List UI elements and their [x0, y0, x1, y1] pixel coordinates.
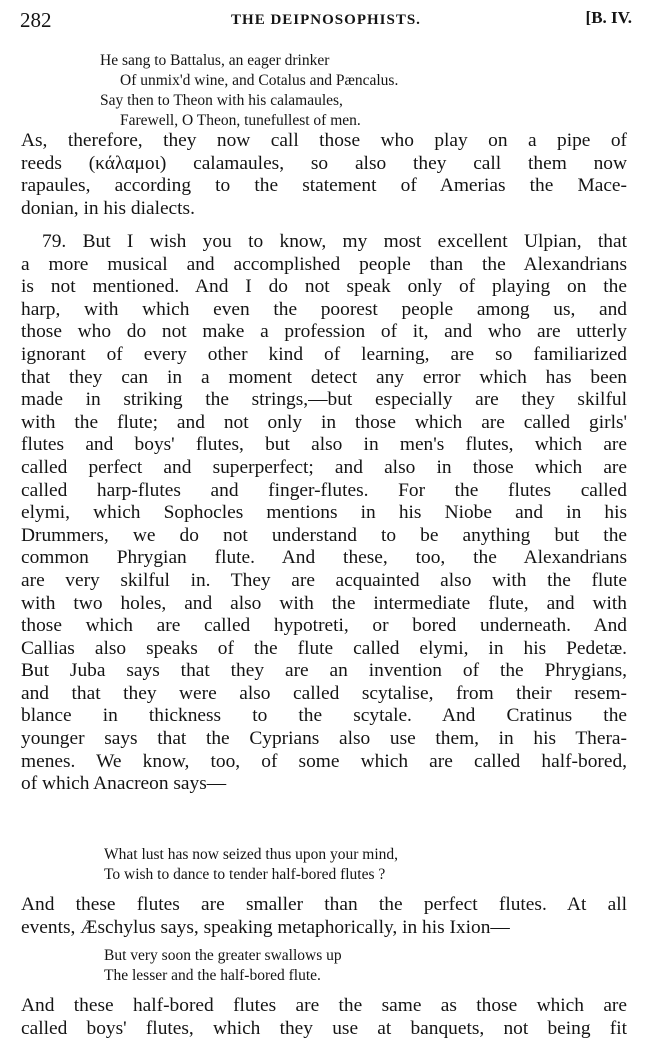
- text-line: a more musical and accomplished people than the Alexandrians: [21, 253, 627, 275]
- text-line: blance in thickness to the scytale. And Cratinus the: [21, 705, 627, 727]
- verse-quote-battalus: [100, 51, 398, 131]
- running-header: [20, 8, 632, 40]
- text-line: reeds (κάλαμοι) calamaules, so also they call them now: [21, 152, 627, 174]
- text-line: younger says that the Cyprians also use them, in his Thera-: [21, 728, 627, 750]
- text-line: called harp-flutes and finger-flutes. For the flutes called: [21, 479, 627, 501]
- text-line: of which Anacreon says—: [21, 773, 227, 795]
- verse-line: Farewell, O Theon, tunefullest of men.: [120, 112, 361, 129]
- verse-line: But very soon the greater swallows up: [104, 947, 342, 964]
- verse-line: Say then to Theon with his calamaules,: [100, 92, 343, 109]
- text-line: are very skilful in. They are acquainted also with the flute: [21, 569, 627, 591]
- text-line: harp, with which even the poorest people among us, and: [21, 298, 627, 320]
- paragraph-section-79: [21, 231, 627, 796]
- verse-line: The lesser and the half-bored flute.: [104, 967, 321, 984]
- book-reference: [B. IV.: [585, 8, 632, 27]
- text-line: ignorant of every other kind of learning, are so familiarized: [21, 343, 627, 365]
- text-line: And these half-bored flutes are the same as those which are: [21, 995, 627, 1016]
- text-line: Drummers, we do not understand to be anything but the: [21, 524, 627, 546]
- text-line: As, therefore, they now call those who play on a pipe of: [21, 130, 627, 151]
- paragraph-half-bored-flutes: [21, 995, 627, 1040]
- verse-line: What lust has now seized thus upon your mind,: [104, 846, 399, 863]
- page-number: 282: [20, 8, 52, 32]
- text-line: made in striking the strings,—but especially are they skilful: [21, 389, 627, 411]
- text-line: common Phrygian flute. And these, too, the Alexandrians: [21, 547, 627, 569]
- paragraph-calamaules: [21, 130, 627, 220]
- text-line: those which are called hypotreti, or bored underneath. And: [21, 615, 627, 637]
- verse-line: Of unmix'd wine, and Cotalus and Pæncalus.: [120, 72, 399, 89]
- verse-quote-aeschylus: [104, 946, 342, 986]
- text-line: called boys' flutes, which they use at banquets, not being fit: [21, 1017, 627, 1039]
- text-line: Callias also speaks of the flute called elymi, in his Pedetæ.: [21, 637, 627, 659]
- verse-quote-anacreon: [104, 845, 398, 885]
- text-line: But Juba says that they are an invention of the Phrygians,: [21, 660, 627, 682]
- verse-line: He sang to Battalus, an eager drinker: [100, 52, 330, 69]
- text-line: 79. But I wish you to know, my most excellent Ulpian, that: [42, 231, 627, 252]
- text-line: And these flutes are smaller than the perfect flutes. At all: [21, 894, 627, 915]
- text-line: flutes and boys' flutes, but also in men's flutes, which are: [21, 434, 627, 456]
- text-line: donian, in his dialects.: [21, 197, 195, 219]
- text-line: those who do not make a profession of it, and who are utterly: [21, 321, 627, 343]
- text-line: is not mentioned. And I do not speak only of playing on the: [21, 276, 627, 298]
- text-line: elymi, which Sophocles mentions in his Niobe and in his: [21, 502, 627, 524]
- text-line: that they can in a moment detect any error which has been: [21, 366, 627, 388]
- text-line: menes. We know, too, of some which are called half-bored,: [21, 750, 627, 772]
- text-line: events, Æschylus says, speaking metaphorically, in his Ixion—: [21, 916, 510, 938]
- verse-line: To wish to dance to tender half-bored flutes ?: [104, 866, 386, 883]
- text-line: rapaules, according to the statement of Amerias the Mace-: [21, 175, 627, 197]
- paragraph-smaller-flutes: [21, 894, 627, 939]
- text-line: with two holes, and also with the intermediate flute, and with: [21, 592, 627, 614]
- text-line: with the flute; and not only in those which are called girls': [21, 411, 627, 433]
- text-line: and that they were also called scytalise, from their resem-: [21, 682, 627, 704]
- text-line: called perfect and superperfect; and also in those which are: [21, 456, 627, 478]
- running-title: THE DEIPNOSOPHISTS.: [231, 12, 421, 28]
